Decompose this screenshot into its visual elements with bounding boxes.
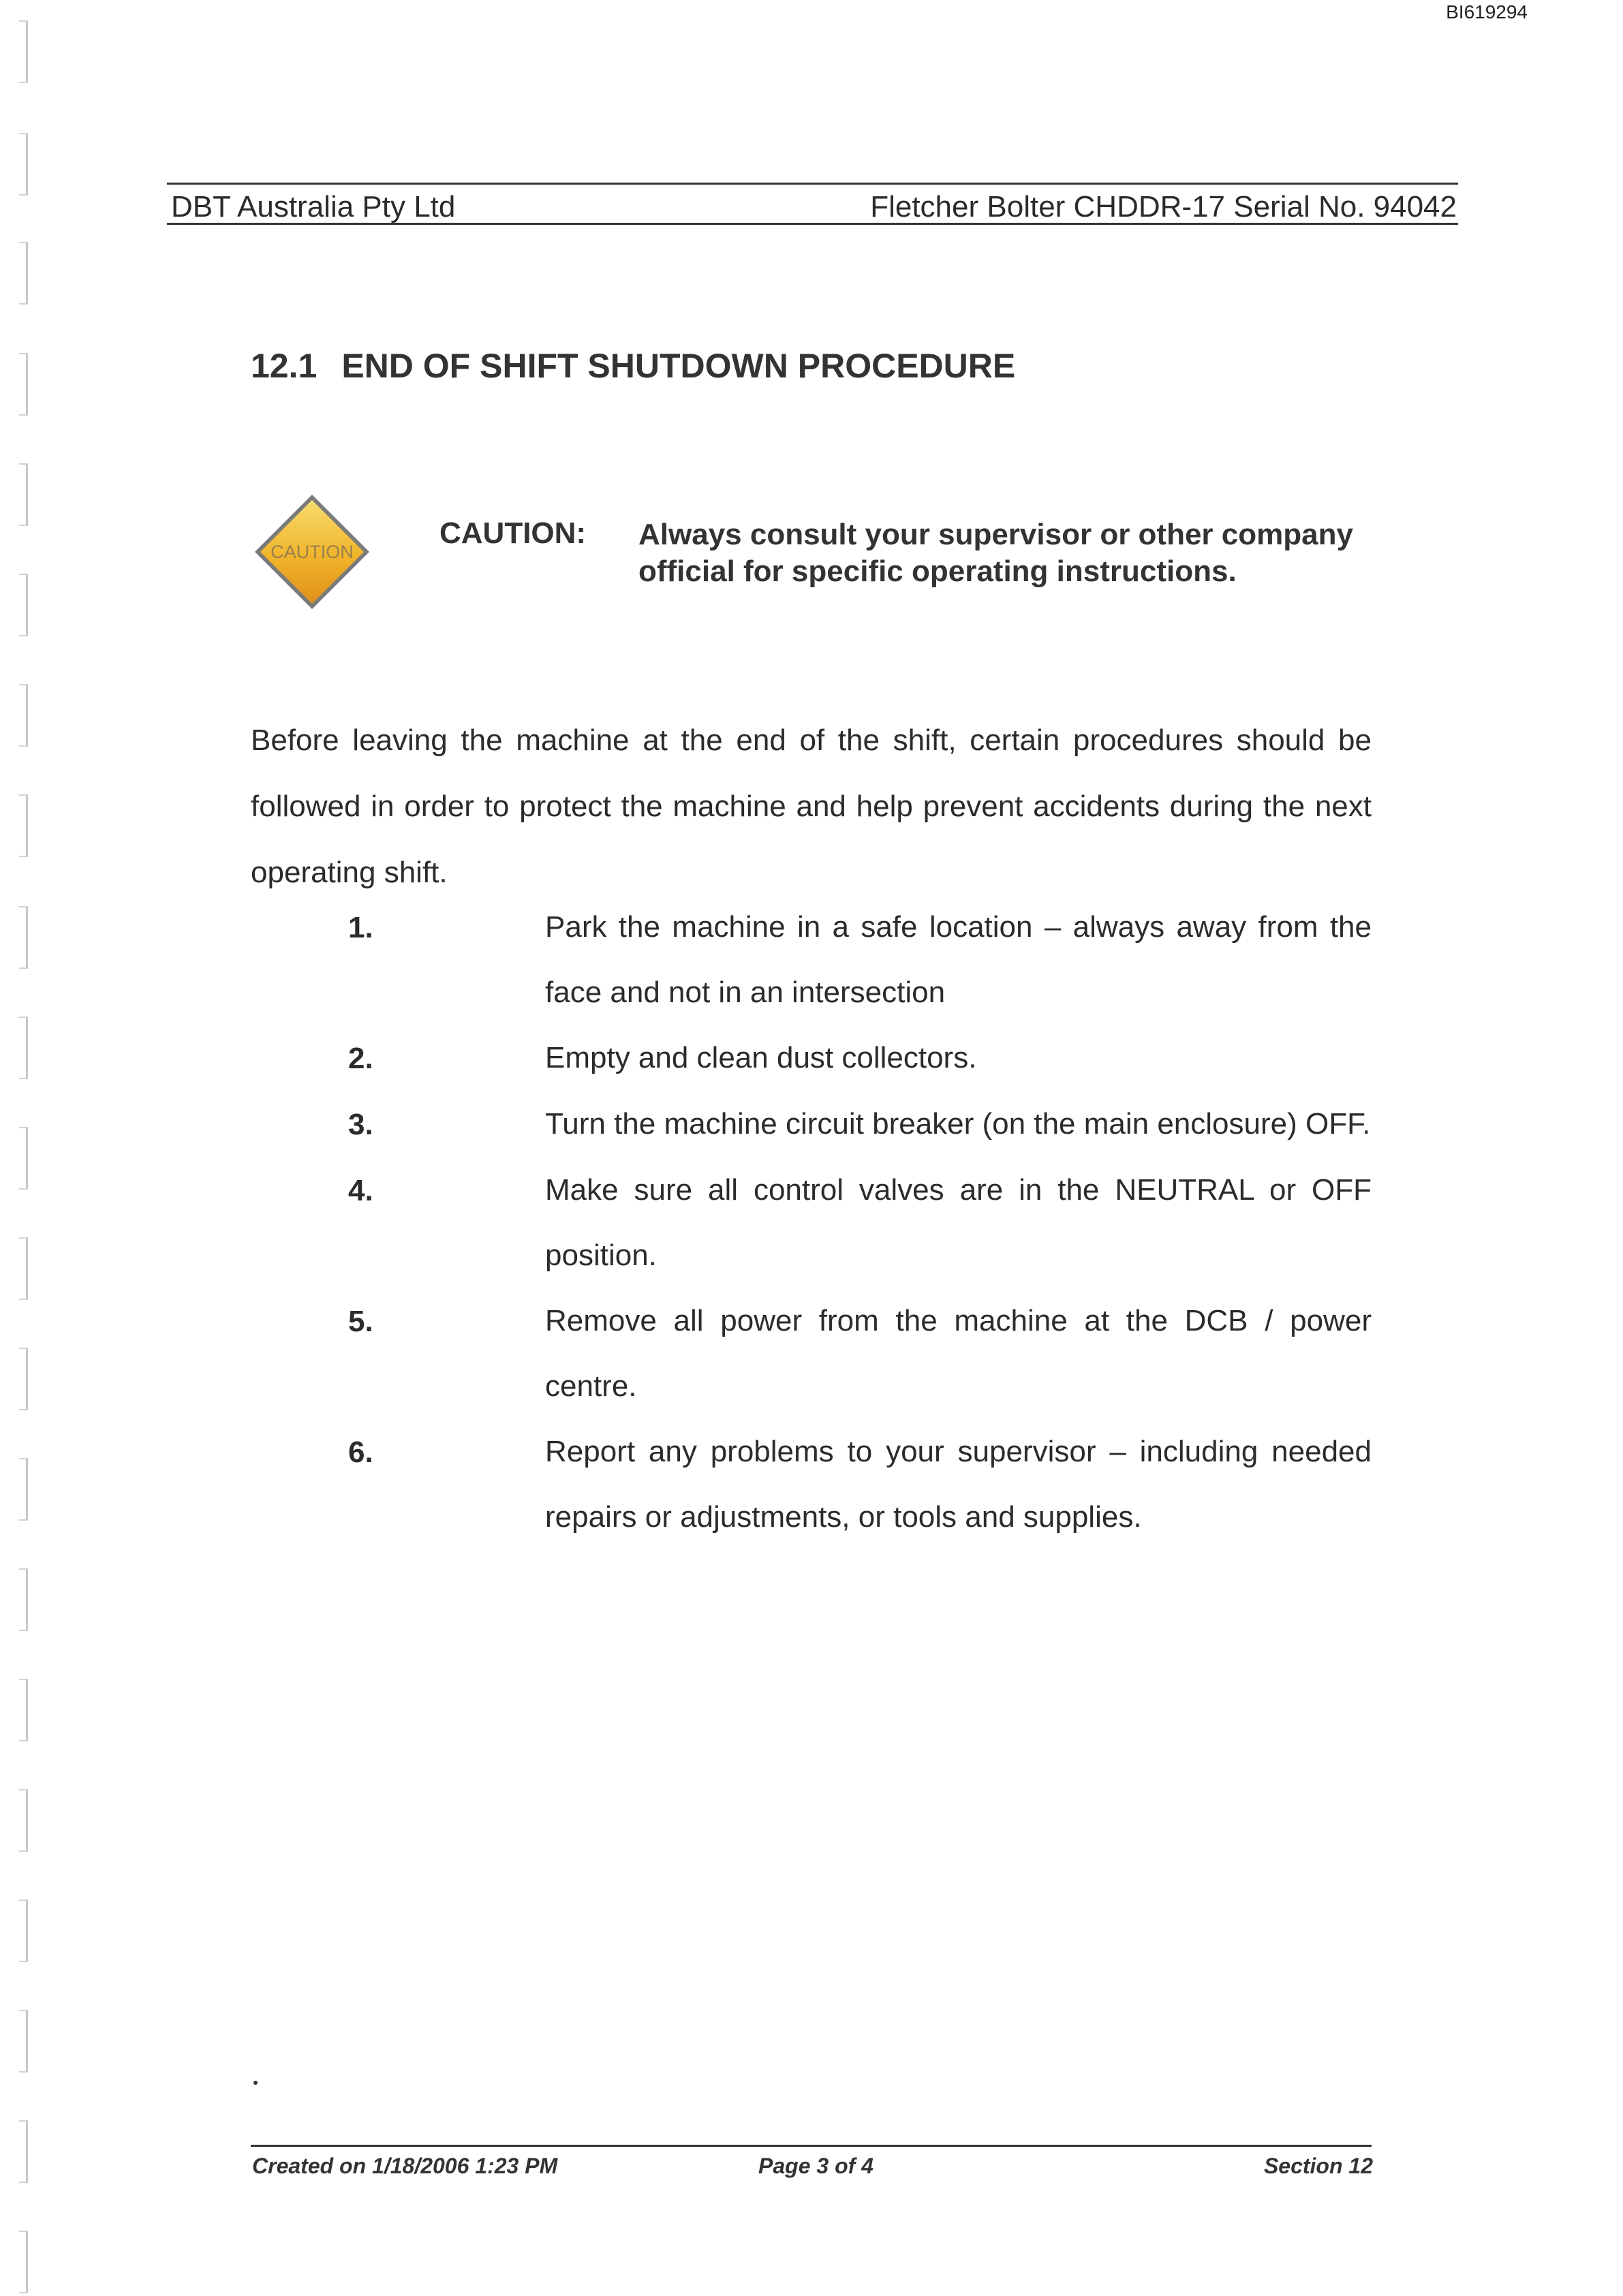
binder-mark: [19, 242, 28, 305]
binder-mark: [19, 353, 28, 416]
binder-mark: [19, 1789, 28, 1852]
caution-sign-label: CAUTION: [270, 542, 354, 562]
section-heading: [251, 346, 1015, 386]
binder-mark: [19, 463, 28, 526]
created-date: Created on 1/18/2006 1:23 PM: [252, 2154, 558, 2178]
page-header: [167, 183, 1458, 225]
list-item: [251, 1025, 1372, 1091]
list-item: [251, 895, 1372, 1025]
binder-mark: [19, 1127, 28, 1190]
binder-mark: [19, 2120, 28, 2183]
binder-mark: [19, 1348, 28, 1410]
binder-mark: [19, 906, 28, 969]
binder-mark: [19, 1017, 28, 1079]
list-item: [251, 1158, 1372, 1288]
step-number: 1.: [348, 911, 373, 944]
binder-mark: [19, 1237, 28, 1300]
binder-mark: [19, 2231, 28, 2293]
binder-mark: [19, 794, 28, 857]
caution-text: Always consult your supervisor or other company official for specific operating instructions.: [638, 518, 1353, 588]
footer-section: Section 12: [1263, 2154, 1373, 2178]
procedure-steps: [251, 895, 1372, 1550]
binder-mark: [19, 133, 28, 196]
list-item: [251, 1091, 1372, 1158]
caution-sign-icon: [251, 491, 373, 613]
binder-mark: [19, 1679, 28, 1741]
intro-paragraph: Before leaving the machine at the end of the shift, certain procedures should be followed in order to protect the machine and help prevent accidents during the next operating shift.: [251, 724, 1372, 889]
binder-mark: [19, 574, 28, 636]
step-text: Remove all power from the machine at the DCB / power centre.: [545, 1304, 1372, 1403]
binder-mark: [19, 1458, 28, 1521]
caution-label: CAUTION:: [439, 516, 587, 550]
company-name: DBT Australia Pty Ltd: [171, 190, 456, 223]
section-number: 12.1: [251, 347, 318, 385]
list-item: [251, 1288, 1372, 1419]
step-text: Make sure all control valves are in the NEUTRAL or OFF position.: [545, 1173, 1372, 1272]
step-number: 2.: [348, 1042, 373, 1075]
step-number: 5.: [348, 1305, 373, 1338]
document-id: BI619294: [1446, 1, 1528, 22]
machine-info: Fletcher Bolter CHDDR-17 Serial No. 94042: [870, 190, 1457, 223]
step-text: Report any problems to your supervisor – including needed repairs or adjustments, or tools and supplies.: [545, 1435, 1372, 1534]
section-title: END OF SHIFT SHUTDOWN PROCEDURE: [341, 347, 1016, 385]
page-number: Page 3 of 4: [758, 2154, 874, 2178]
page-footer: [251, 2145, 1372, 2179]
step-number: 6.: [348, 1436, 373, 1469]
step-text: Empty and clean dust collectors.: [545, 1041, 977, 1074]
step-number: 3.: [348, 1108, 373, 1141]
binder-mark: [19, 1568, 28, 1631]
list-item: [251, 1419, 1372, 1550]
binder-mark: [19, 684, 28, 747]
binder-mark: [19, 20, 28, 83]
stray-mark: [253, 2081, 258, 2085]
binder-mark: [19, 1899, 28, 1962]
step-text: Turn the machine circuit breaker (on the main enclosure) OFF.: [545, 1107, 1371, 1141]
binder-mark: [19, 2010, 28, 2073]
step-text: Park the machine in a safe location – always away from the face and not in an intersection: [545, 910, 1372, 1009]
step-number: 4.: [348, 1174, 373, 1207]
